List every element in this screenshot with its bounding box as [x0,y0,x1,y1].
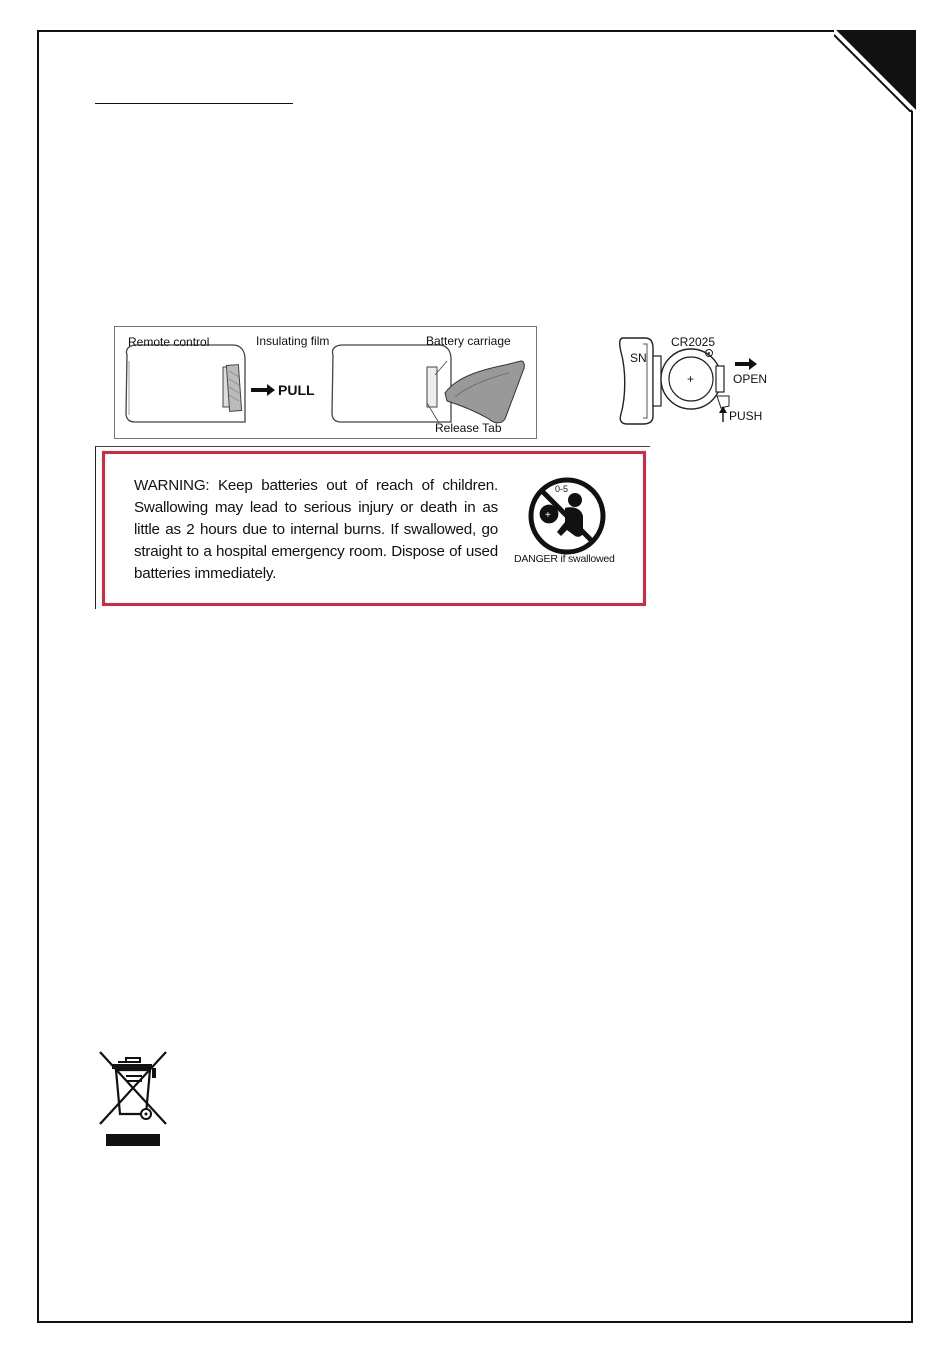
battery-carriage-label: Battery carriage [426,334,511,348]
remote-insulating-film-figure [114,326,537,439]
section-heading-underline [95,103,293,104]
positive-sign-label: + [687,372,695,386]
release-tab-label: Release Tab [435,421,502,435]
cr2025-label: CR2025 [671,335,716,349]
pull-label: PULL [278,382,315,398]
danger-caption: DANGER if swallowed [514,553,615,565]
age-range-label: 0-5 [555,484,569,494]
battery-replacement-figure [617,334,777,429]
corner-tab [834,30,916,112]
crossed-out-wheelie-bin-icon [96,1048,170,1148]
open-label: OPEN [733,372,768,386]
sn-label: SN [630,351,647,365]
push-label: PUSH [729,409,763,423]
remote-control-label: Remote control [128,335,210,349]
insulating-film-label: Insulating film [256,334,330,348]
svg-text:+: + [545,510,551,521]
no-children-battery-icon [527,476,607,556]
battery-warning-text: WARNING: Keep batteries out of reach of children. Swallowing may lead to serious injury or death in as little as 2 hours due to internal burns. If swallowed, go straight to a hospital emergency room. Dispose of used batteries immediately. [134,477,498,582]
